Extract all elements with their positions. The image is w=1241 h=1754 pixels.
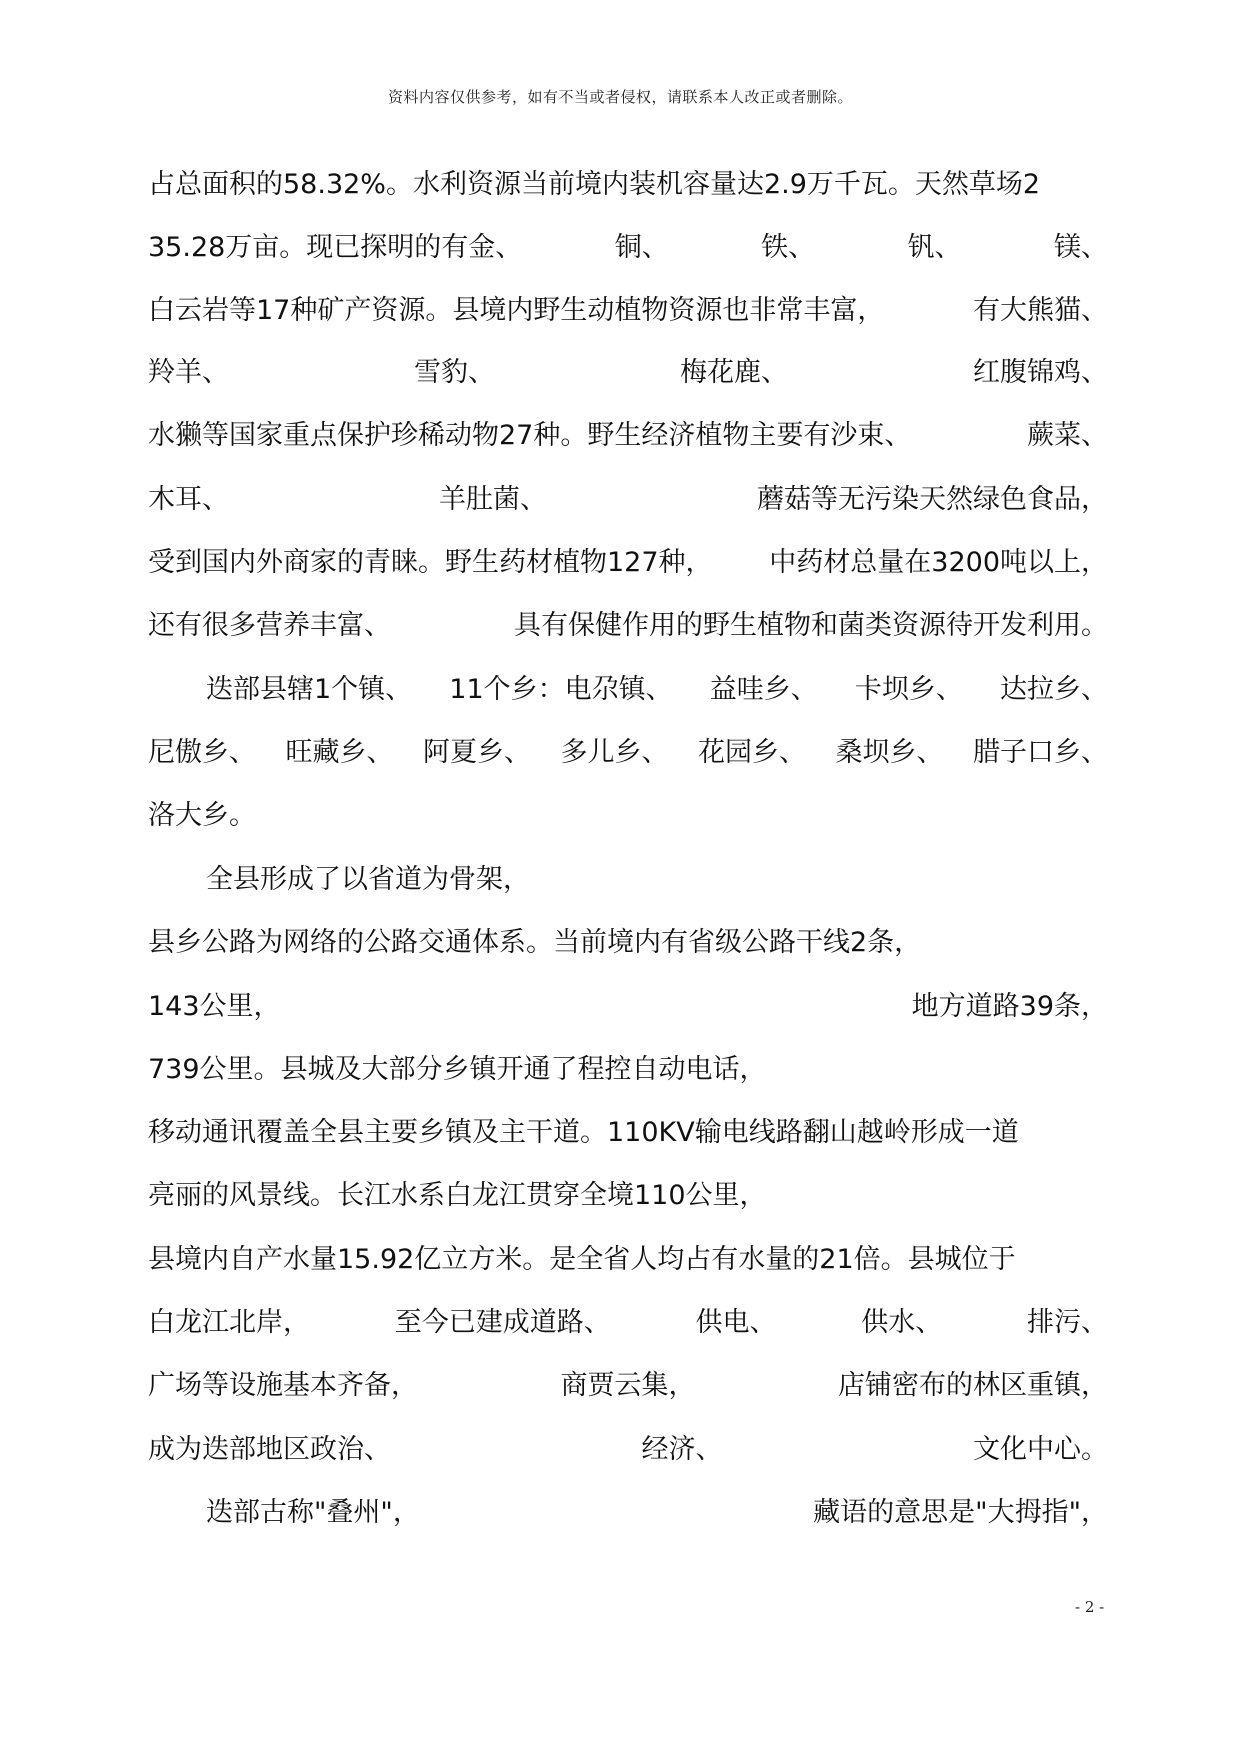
text-line: [148, 353, 1108, 393]
text-line: [206, 860, 1108, 900]
text-segment: 白龙江北岸，: [148, 1307, 310, 1338]
text-segment: 中药材总量在3200吨以上，: [769, 547, 1108, 578]
text-segment: 11个乡：电尕镇、: [449, 674, 673, 705]
text-segment: 腊子口乡、: [973, 737, 1108, 768]
text-segment: 35.28万亩。现已探明的有金、: [148, 232, 523, 263]
text-segment: 受到国内外商家的青睐。野生药材植物127种，: [148, 547, 713, 578]
text-segment: 梅花鹿、: [680, 357, 788, 388]
text-segment: 旺藏乡、: [285, 737, 394, 768]
text-segment: 全县形成了以省道为骨架，: [206, 864, 530, 895]
text-line: [148, 543, 1108, 583]
text-segment: 羊肚菌、: [439, 484, 547, 515]
text-line: [148, 291, 1108, 331]
text-segment: 739公里。县城及大部分乡镇开通了程控自动电话，: [148, 1054, 767, 1085]
text-segment: 红腹锦鸡、: [973, 357, 1108, 388]
text-segment: 木耳、: [148, 484, 229, 515]
text-segment: 阿夏乡、: [423, 737, 531, 768]
text-segment: 商贾云集，: [560, 1370, 696, 1401]
text-segment: 达拉乡、: [999, 674, 1108, 705]
text-segment: 文化中心。: [973, 1434, 1108, 1465]
text-segment: 至今已建成道路、: [394, 1307, 611, 1338]
text-segment: 供水、: [861, 1307, 943, 1338]
text-line: [148, 1430, 1108, 1470]
text-segment: 藏语的意思是"大拇指"，: [813, 1497, 1108, 1528]
text-segment: 尼傲乡、: [148, 737, 256, 768]
text-segment: 桑坝乡、: [835, 737, 944, 768]
text-line: [148, 480, 1108, 520]
text-line: [206, 1493, 1108, 1533]
text-segment: 卡坝乡、: [854, 674, 963, 705]
text-segment: 成为迭部地区政治、: [148, 1434, 391, 1465]
text-segment: 迭部古称"叠州"，: [206, 1497, 420, 1528]
text-segment: 有大熊猫、: [973, 295, 1108, 326]
text-segment: 亮丽的风景线。长江水系白龙江贯穿全境110公里，: [148, 1180, 767, 1211]
text-segment: 县乡公路为网络的公路交通体系。当前境内有省级公路干线2条，: [148, 927, 922, 958]
text-line: [148, 923, 1108, 963]
text-line: [148, 1176, 1108, 1216]
text-line: [148, 416, 1108, 456]
text-line: [148, 733, 1108, 773]
text-segment: 铜、: [614, 232, 669, 263]
text-line: [148, 987, 1108, 1027]
text-segment: 钒、: [907, 232, 962, 263]
text-segment: 店铺密布的林区重镇，: [838, 1370, 1108, 1401]
text-segment: 蕨菜、: [1027, 420, 1108, 451]
page-number: - 2 -: [1075, 1598, 1105, 1616]
text-line: [148, 1303, 1108, 1343]
text-segment: 雪豹、: [414, 357, 495, 388]
text-segment: 镁、: [1053, 232, 1108, 263]
text-segment: 花园乡、: [698, 737, 806, 768]
text-segment: 水獭等国家重点保护珍稀动物27种。野生经济植物主要有沙束、: [148, 420, 912, 451]
text-segment: 多儿乡、: [560, 737, 669, 768]
text-line: [148, 796, 1108, 836]
text-line: [148, 165, 1108, 205]
text-segment: 县境内自产水量15.92亿立方米。是全省人均占有水量的21倍。县城位于: [148, 1244, 1016, 1275]
text-line: [148, 606, 1108, 646]
text-line: [148, 228, 1108, 268]
text-segment: 广场等设施基本齐备，: [148, 1370, 418, 1401]
text-segment: 移动通讯覆盖全县主要乡镇及主干道。110KV输电线路翻山越岭形成一道: [148, 1117, 1019, 1148]
text-segment: 经济、: [641, 1434, 723, 1465]
text-line: [148, 1050, 1108, 1090]
text-line: [148, 1240, 1108, 1280]
text-segment: 地方道路39条，: [911, 991, 1108, 1022]
text-segment: 蘑菇等无污染天然绿色食品，: [757, 484, 1108, 515]
text-line: [206, 670, 1108, 710]
text-segment: 羚羊、: [148, 357, 229, 388]
page-header-disclaimer: 资料内容仅供参考，如有不当或者侵权，请联系本人改正或者删除。: [387, 88, 853, 106]
text-segment: 占总面积的58.32%。水利资源当前境内装机容量达2.9万千瓦。天然草场2: [148, 169, 1041, 200]
text-segment: 143公里，: [148, 991, 281, 1022]
text-segment: 迭部县辖1个镇、: [206, 674, 413, 705]
text-segment: 供电、: [695, 1307, 777, 1338]
text-segment: 白云岩等17种矿产资源。县境内野生动植物资源也非常丰富，: [148, 295, 885, 326]
text-line: [148, 1366, 1108, 1406]
text-line: [148, 1113, 1108, 1153]
text-segment: 具有保健作用的野生植物和菌类资源待开发利用。: [514, 610, 1108, 641]
text-segment: 益哇乡、: [709, 674, 818, 705]
text-segment: 还有很多营养丰富、: [148, 610, 391, 641]
text-segment: 洛大乡。: [148, 800, 256, 831]
text-segment: 铁、: [761, 232, 816, 263]
text-segment: 排污、: [1027, 1307, 1108, 1338]
